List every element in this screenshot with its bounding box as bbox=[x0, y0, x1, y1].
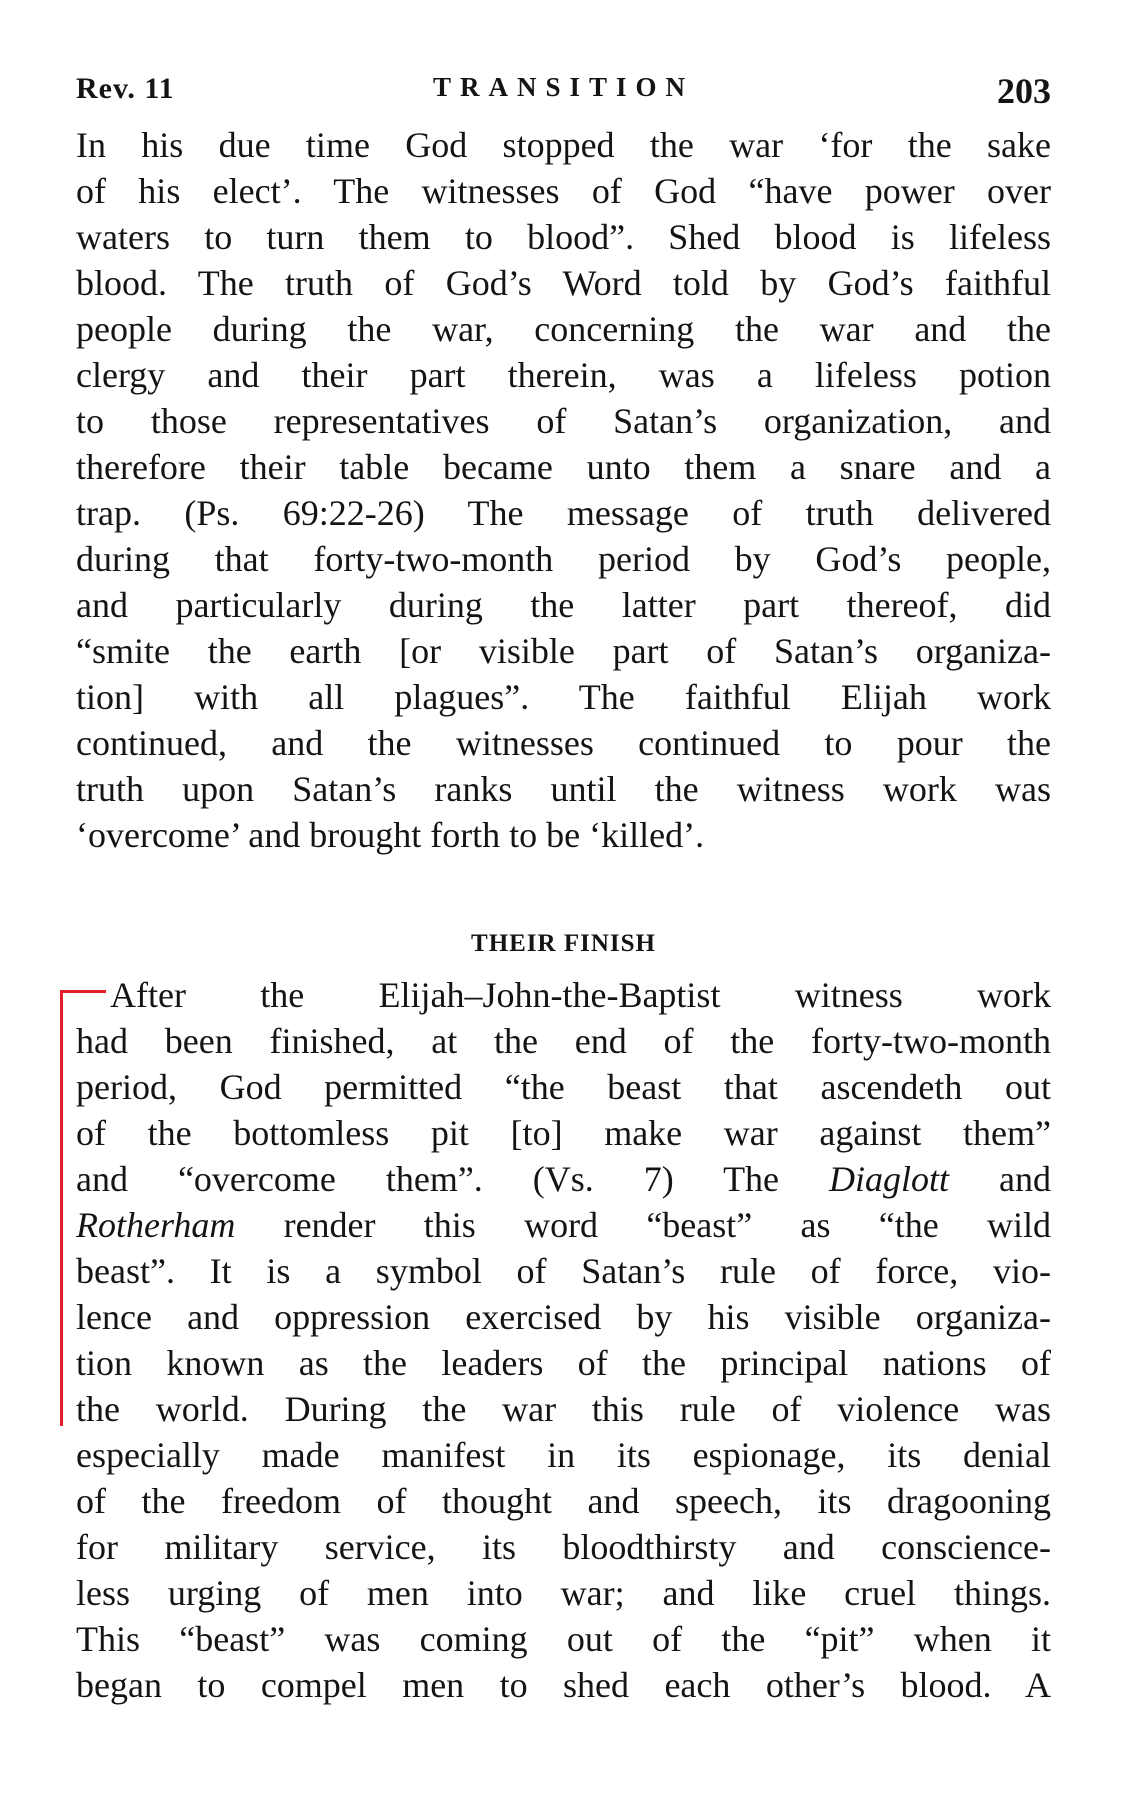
text-line: blood. The truth of God’s Word told by God’s faithful bbox=[76, 263, 1051, 303]
chapter-title: TRANSITION bbox=[432, 72, 695, 102]
paragraph-1 bbox=[76, 122, 1051, 858]
text-line: beast”. It is a symbol of Satan’s rule of force, vio- bbox=[76, 1251, 1051, 1291]
text-line: especially made manifest in its espionage, its denial bbox=[76, 1435, 1051, 1475]
text-line: ‘overcome’ and brought forth to be ‘killed’. bbox=[76, 815, 705, 855]
text-line: tion] with all plagues”. The faithful Elijah work bbox=[76, 677, 1051, 717]
text-line: therefore their table became unto them a snare and a bbox=[76, 447, 1051, 487]
running-header bbox=[76, 70, 1051, 114]
highlight-marker-bracket bbox=[60, 990, 63, 1426]
text-line: clergy and their part therein, was a lifeless potion bbox=[76, 355, 1051, 395]
text-line: truth upon Satan’s ranks until the witness work was bbox=[76, 769, 1051, 809]
page-number: 203 bbox=[997, 71, 1051, 111]
section-heading: THEIR FINISH bbox=[471, 930, 656, 957]
book-reference: Rev. 11 bbox=[76, 72, 175, 105]
text-line: and “overcome them”. (Vs. 7) The Diaglott and bbox=[76, 1159, 1051, 1199]
text-line: during that forty-two-month period by God’s people, bbox=[76, 539, 1051, 579]
text-line: less urging of men into war; and like cruel things. bbox=[76, 1573, 1051, 1613]
text-line: lence and oppression exercised by his visible organiza- bbox=[76, 1297, 1051, 1337]
text-line: “smite the earth [or visible part of Satan’s organiza- bbox=[76, 631, 1051, 671]
text-line: continued, and the witnesses continued to pour the bbox=[76, 723, 1051, 763]
paragraph-2 bbox=[76, 972, 1051, 1708]
text-line: of his elect’. The witnesses of God “have power over bbox=[76, 171, 1051, 211]
text-line: In his due time God stopped the war ‘for the sake bbox=[76, 125, 1051, 165]
text-line: for military service, its bloodthirsty and conscience- bbox=[76, 1527, 1051, 1567]
text-line: period, God permitted “the beast that ascendeth out bbox=[76, 1067, 1051, 1107]
text-line: the world. During the war this rule of violence was bbox=[76, 1389, 1051, 1429]
text-line: After the Elijah–John-the-Baptist witness work bbox=[110, 975, 1051, 1015]
text-line: of the bottomless pit [to] make war against them” bbox=[76, 1113, 1051, 1153]
text-line: began to compel men to shed each other’s blood. A bbox=[76, 1665, 1051, 1705]
text-line: This “beast” was coming out of the “pit” when it bbox=[76, 1619, 1051, 1659]
text-line: Rotherham render this word “beast” as “the wild bbox=[76, 1205, 1051, 1245]
text-line: and particularly during the latter part thereof, did bbox=[76, 585, 1051, 625]
text-line: of the freedom of thought and speech, its dragooning bbox=[76, 1481, 1051, 1521]
text-line: to those representatives of Satan’s organization, and bbox=[76, 401, 1051, 441]
text-line: had been finished, at the end of the forty-two-month bbox=[76, 1021, 1051, 1061]
text-line: trap. (Ps. 69:22-26) The message of truth delivered bbox=[76, 493, 1051, 533]
text-line: waters to turn them to blood”. Shed blood is lifeless bbox=[76, 217, 1051, 257]
text-line: tion known as the leaders of the principal nations of bbox=[76, 1343, 1051, 1383]
text-line: people during the war, concerning the war and the bbox=[76, 309, 1051, 349]
